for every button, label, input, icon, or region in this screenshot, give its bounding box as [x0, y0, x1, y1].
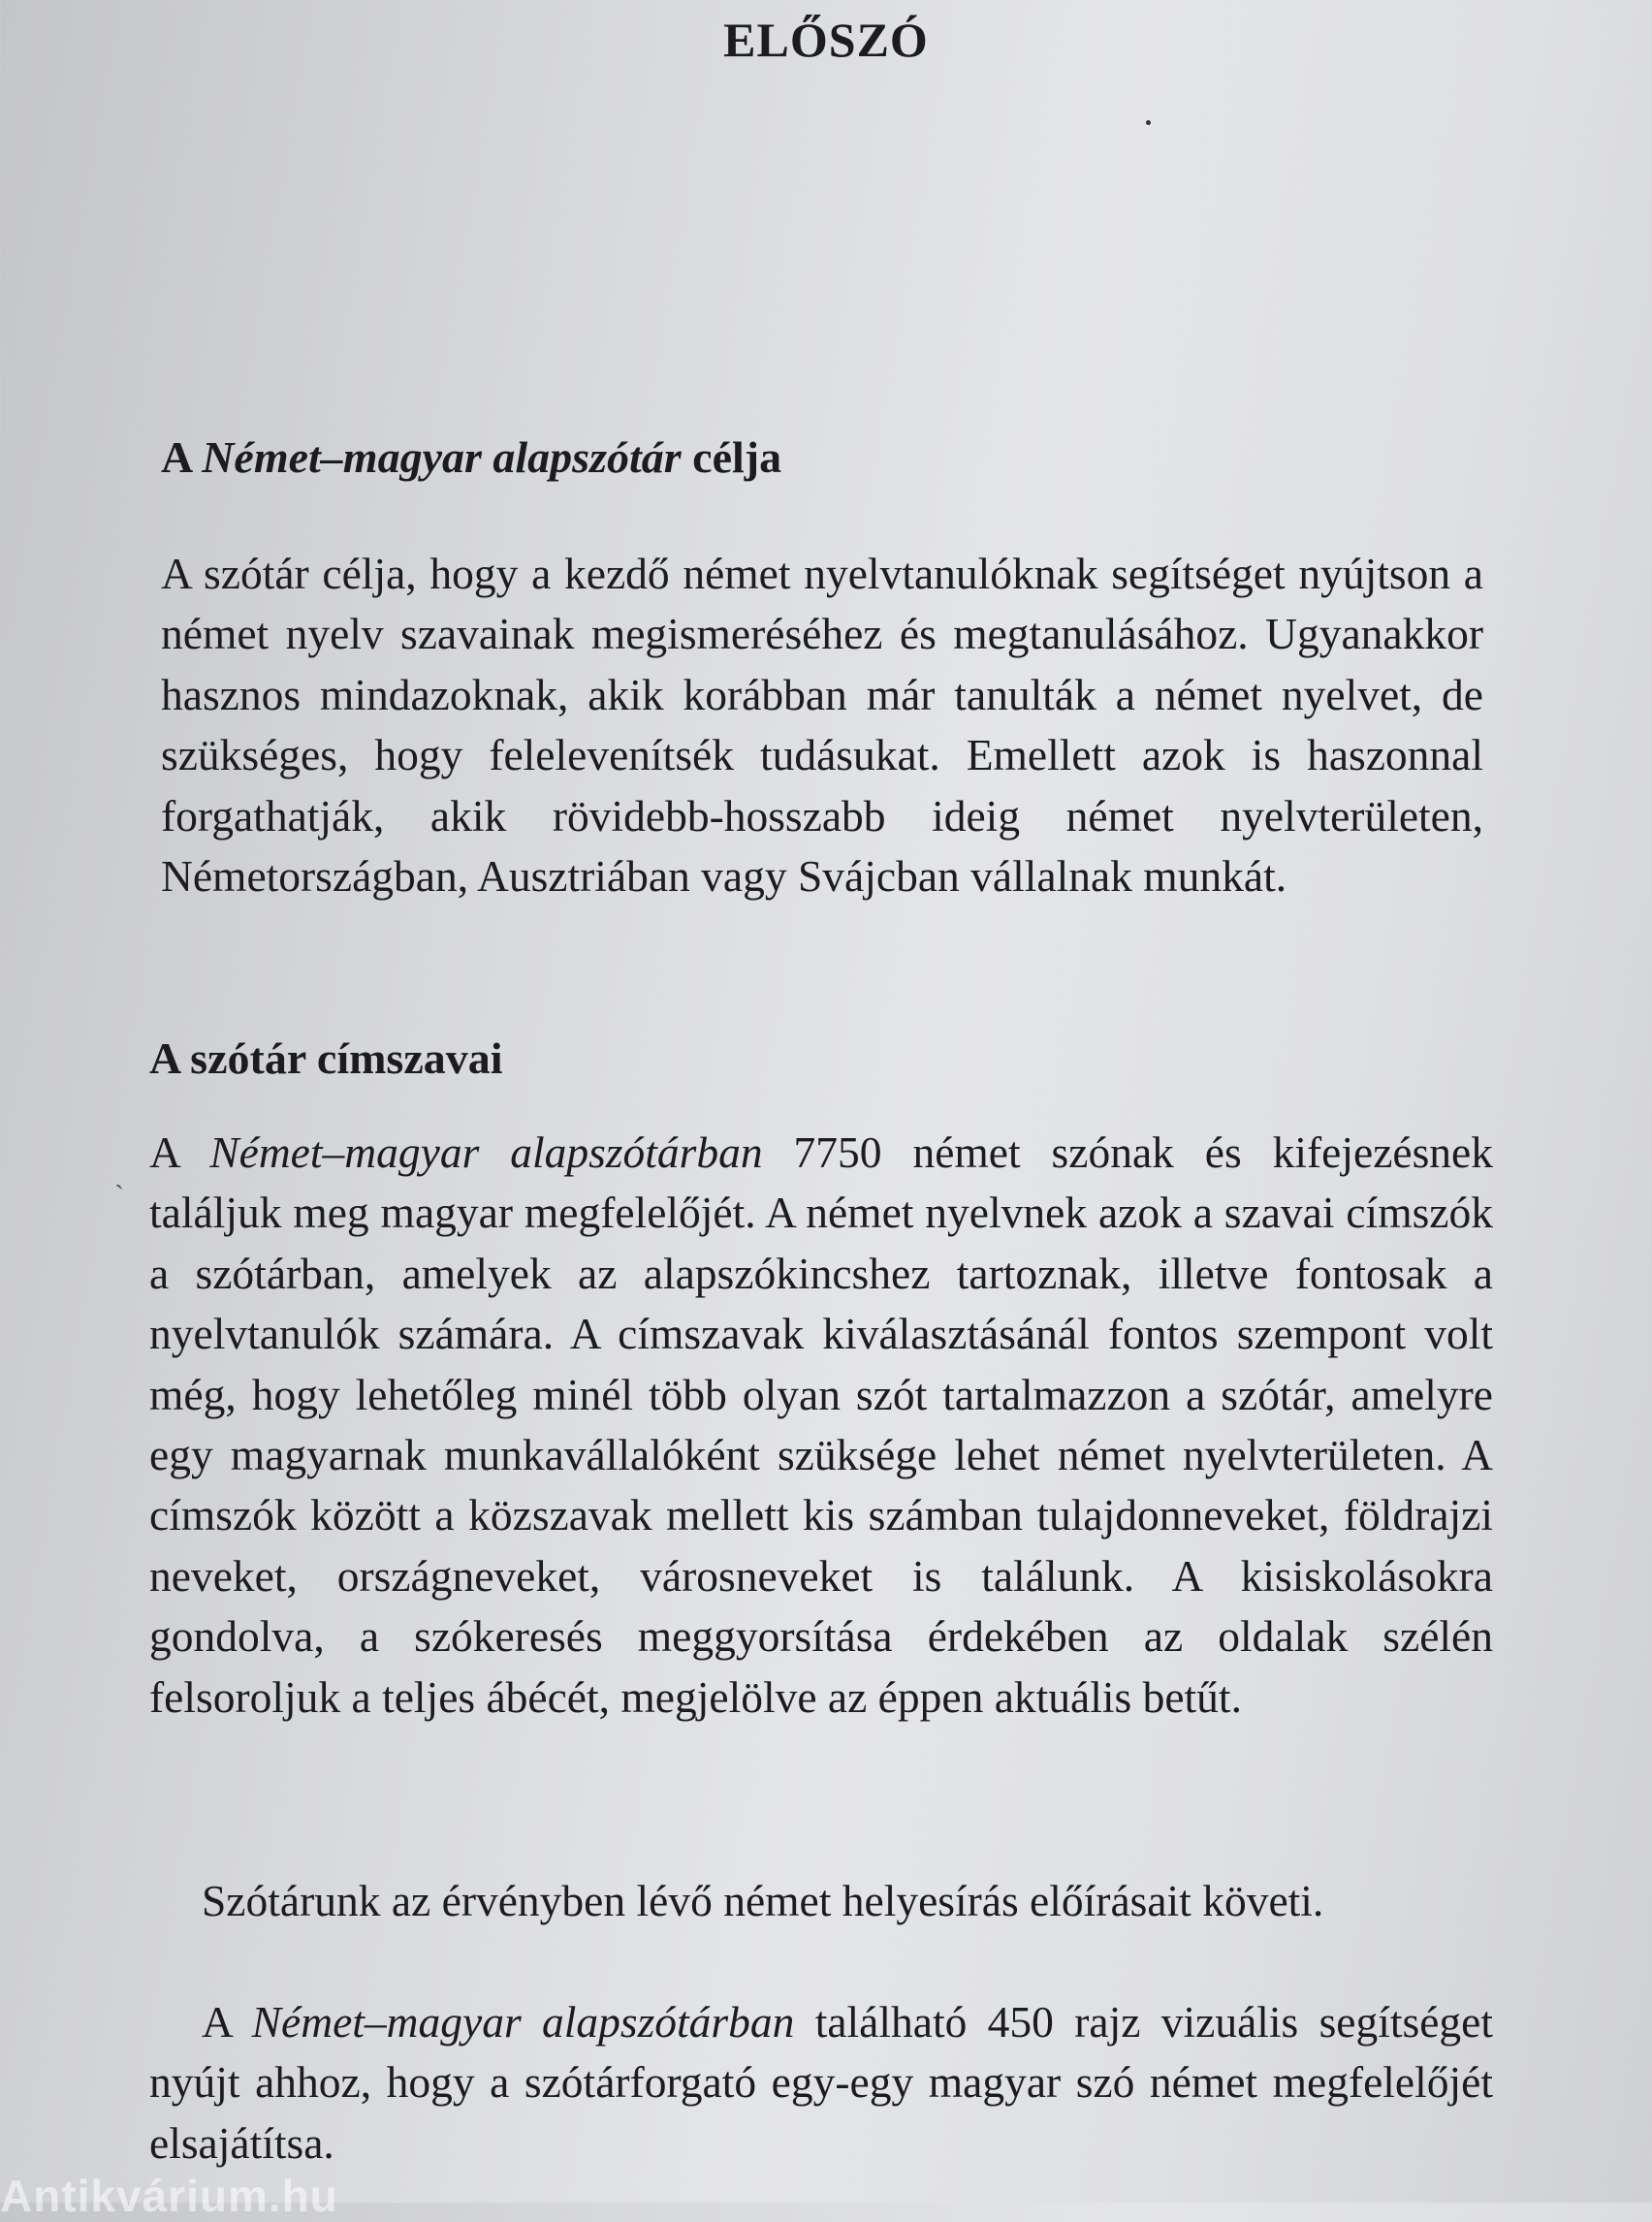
page-title: ELŐSZÓ — [723, 13, 929, 67]
headwords-paragraph: A Német–magyar alapszótárban 7750 német szónak és kifejezésnek találjuk meg magyar megfelelőjét. A német nyelvnek azok a szavai címszók a szótárban, amelyek az alapszókincshez tartoznak, illetve fontosak a nyelvtanulók számára. A címszavak kiválasztásánál fontos szempont volt még, hogy lehetőleg minél több olyan szót tartalmazzon a szótár, amelyre egy magyarnak munkavállalóként szüksége lehet német nyelvterületen. A címszók között a közszavak mellett kis számban tulajdonneveket, földrajzi neveket, országneveket, városneveket is találunk. A kisiskolásokra gondolva, a szókeresés meggyorsítása érdekében az oldalak szélén felsoroljuk a teljes ábécét, megjelölve az éppen aktuális betűt. — [149, 1127, 1493, 1722]
section-heading-purpose: A Német–magyar alapszótár célja — [161, 432, 782, 482]
watermark: Antikvárium.hu — [0, 2171, 338, 2221]
spelling-paragraph: Szótárunk az érvényben lévő német helyesírás előírásait követi. — [202, 1876, 1324, 1925]
purpose-paragraph: A szótár célja, hogy a kezdő német nyelvtanulóknak segítséget nyújtson a német nyelv szavainak megismeréséhez és megtanulásához. Ugyanakkor hasznos mindazoknak, akik korábban már tanulták a német nyelvet, de szükséges, hogy felelevenítsék tudásukat. Emellett azok is haszonnal forgathatják, akik rövidebb-hosszabb ideig német nyelvterületen, Németországban, Ausztriában vagy Svájcban vállalnak munkát. — [161, 549, 1483, 902]
drawings-paragraph: A Német–magyar alapszótárban található 450 rajz vizuális segítséget nyújt ahhoz, hogy a szótárforgató egy-egy magyar szó német megfelelőjét elsajátítsa. — [149, 1997, 1493, 2168]
print-speck — [1146, 120, 1151, 125]
margin-mark: ˎ — [114, 1158, 124, 1190]
section-heading-headwords: A szótár címszavai — [149, 1033, 503, 1083]
